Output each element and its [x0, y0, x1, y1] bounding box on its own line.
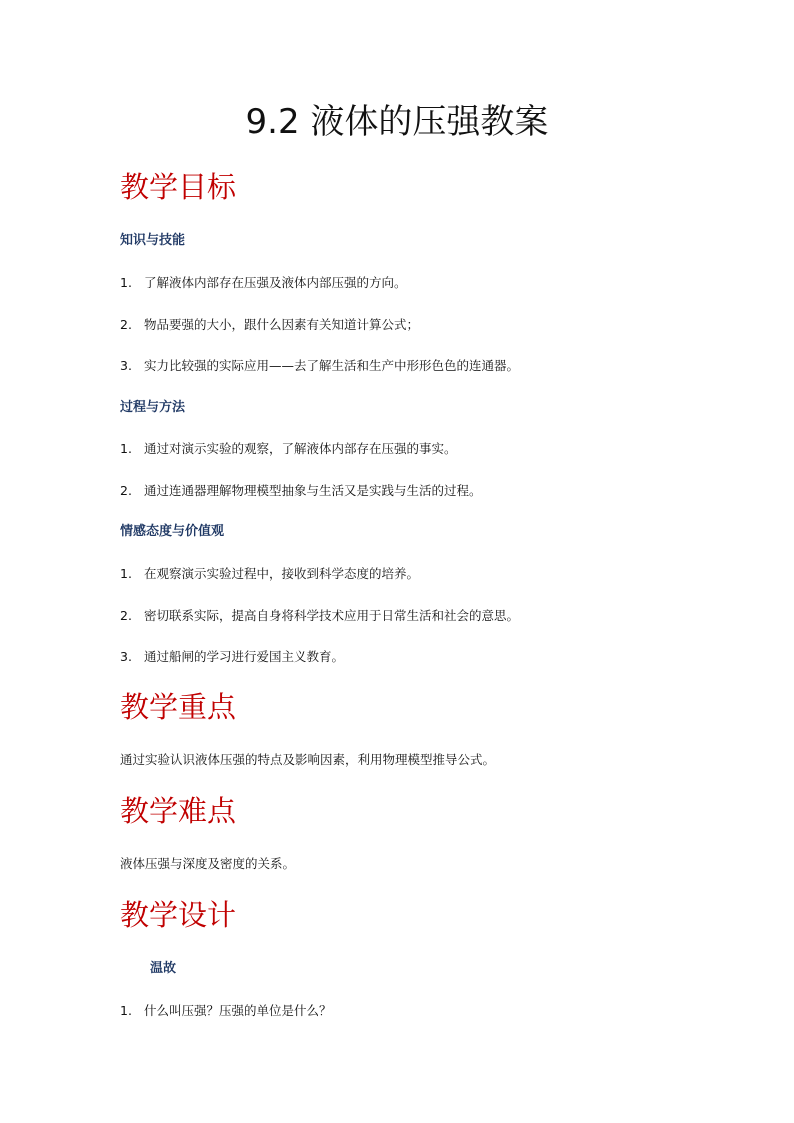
heading-design: 教学设计	[120, 898, 237, 932]
difficulties-text: 液体压强与深度及密度的关系。	[120, 856, 296, 871]
list-text: 通过连通器理解物理模型抽象与生活又是实践与生活的过程。	[144, 483, 482, 498]
heading-key-points: 教学重点	[120, 690, 237, 724]
list-item	[120, 607, 519, 625]
list-text: 物品要强的大小，跟什么因素有关知道计算公式；	[144, 317, 420, 332]
list-number: 1.	[120, 275, 132, 290]
list-number: 1.	[120, 1003, 132, 1018]
subheading-review: 温故	[150, 961, 177, 976]
list-number: 2.	[120, 317, 132, 332]
list-text: 密切联系实际，提高自身将科学技术应用于日常生活和社会的意思。	[144, 608, 520, 623]
subheading-attitude: 情感态度与价值观	[120, 524, 225, 539]
list-number: 2.	[120, 483, 132, 498]
subheading-process: 过程与方法	[120, 400, 186, 415]
list-text: 在观察演示实验过程中，接收到科学态度的培养。	[144, 566, 420, 581]
list-number: 2.	[120, 608, 132, 623]
list-number: 1.	[120, 441, 132, 456]
list-item	[120, 357, 519, 375]
heading-difficulties: 教学难点	[120, 794, 237, 828]
list-item	[120, 1002, 332, 1020]
list-item	[120, 274, 407, 292]
list-number: 1.	[120, 566, 132, 581]
list-number: 3.	[120, 358, 132, 373]
list-text: 实力比较强的实际应用——去了解生活和生产中形形色色的连通器。	[144, 358, 520, 373]
list-item	[120, 482, 482, 500]
list-item	[120, 648, 344, 666]
list-item	[120, 565, 419, 583]
key-points-text: 通过实验认识液体压强的特点及影响因素，利用物理模型推导公式。	[120, 752, 496, 767]
list-text: 通过船闸的学习进行爱国主义教育。	[144, 649, 345, 664]
list-text: 通过对演示实验的观察，了解液体内部存在压强的事实。	[144, 441, 457, 456]
heading-objectives: 教学目标	[120, 170, 237, 204]
list-text: 了解液体内部存在压强及液体内部压强的方向。	[144, 275, 407, 290]
document-title: 9.2 液体的压强教案	[245, 102, 549, 142]
list-item	[120, 316, 419, 334]
list-item	[120, 440, 457, 458]
list-text: 什么叫压强？压强的单位是什么？	[144, 1003, 332, 1018]
list-number: 3.	[120, 649, 132, 664]
subheading-knowledge: 知识与技能	[120, 233, 186, 248]
